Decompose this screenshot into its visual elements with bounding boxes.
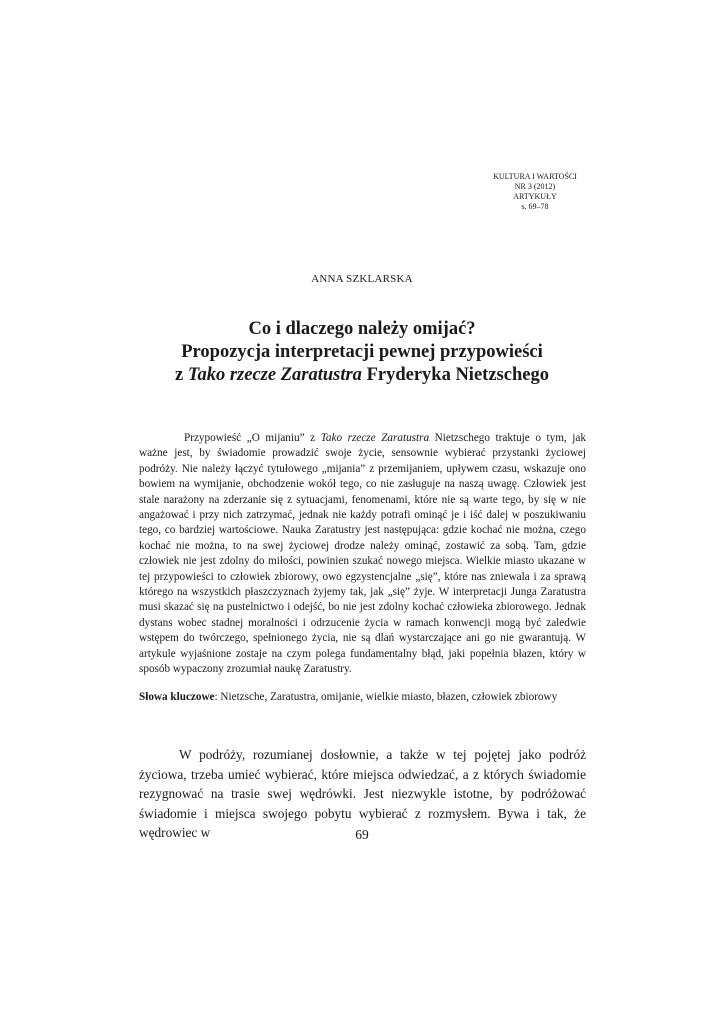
page-number: 69 [355,827,369,842]
journal-name: KULTURA I WARTOŚCI [493,172,577,181]
title-line-3-prefix: z [175,365,188,385]
title-line-2: Propozycja interpretacji pewnej przypowieści [181,342,543,362]
journal-info [470,172,600,212]
abstract-part-1: Przypowieść „O mijaniu” z [184,432,321,444]
abstract-part-2: Nietzschego traktuje o tym, jak ważne jest, by świadomie prowadzić swoje życie, sensownie wybierać przystanki życiowej podróży. Nie należy łączyć tytułowego „mijania” z przemijaniem, upływem czasu, wskazuje ono bowiem na wymijanie, obchodzenie wokół tego, co nie zasługuje na naszą uwagę. Człowiek jest stale narażony na zderzanie się z sytuacjami, fenomenami, które nie są warte tego, by się w nie angażować i przy nich zatrzymać, jednak nie każdy potrafi ominąć je i iść dalej w poszukiwaniu tego, co bardziej wartościowe. Nauka Zaratustry jest następująca: gdzie kochać nie można, czego kochać nie można, to na swej życiowej drodze należy ominąć, zostawić za sobą. Tam, gdzie człowiek nie jest zdolny do miłości, powinien szukać nowego miejsca. Wielkie miasto ukazane w tej przypowieści to człowiek zbiorowy, owo egzystencjalne „się”, które nas zniewala i za sprawą którego na wszystkich płaszczyznach żyjemy tak, jak „się” żyje. W interpretacji Junga Zaratustra musi skazać się na pustelnictwo i odejść, bo nie jest zdolny kochać człowieka zbiorowego. Jednak dystans wobec stadnej moralności i odrzucenie życia w ramach konwencji mogą być zaledwie wstępem do twórczego, spełnionego życia, nie są dlań wystarczające ani go nie gwarantują. W artykule wyjaśnione zostaje na czym polega fundamentalny błąd, jaki popełnia błazen, który w sposób wypaczony zrozumiał naukę Zaratustry. [139,432,586,676]
title-book-name: Tako rzecze Zaratustra [187,365,362,385]
article-title [0,318,724,387]
body-paragraph: W podróży, rozumianej dosłownie, a także w tej pojętej jako podróż życiowa, trzeba umieć wybierać, które miejsca odwiedzać, a z których świadomie rezygnować na trasie swej wędrówki. Jest niezwykle istotne, by podróżować świadomie i miejsca swojego pobytu wybierać z rozmysłem. Bywa i tak, że wędrowiec w [139,747,586,841]
title-line-1: Co i dlaczego należy omijać? [248,319,476,339]
abstract [139,431,586,678]
title-line-3-suffix: Fryderyka Nietzschego [361,365,549,385]
abstract-book-name: Tako rzecze Zaratustra [320,432,430,444]
abstract-paragraph [139,431,586,678]
journal-section: ARTYKUŁY [513,192,557,201]
journal-pages: s. 69–78 [521,202,549,211]
author-name: ANNA SZKLARSKA [311,273,413,285]
title-line-3 [0,364,724,387]
keywords [139,690,586,705]
journal-issue: NR 3 (2012) [514,182,556,191]
keywords-label: Słowa kluczowe [139,691,215,703]
keywords-text: : Nietzsche, Zaratustra, omijanie, wielkie miasto, błazen, człowiek zbiorowy [214,691,558,703]
